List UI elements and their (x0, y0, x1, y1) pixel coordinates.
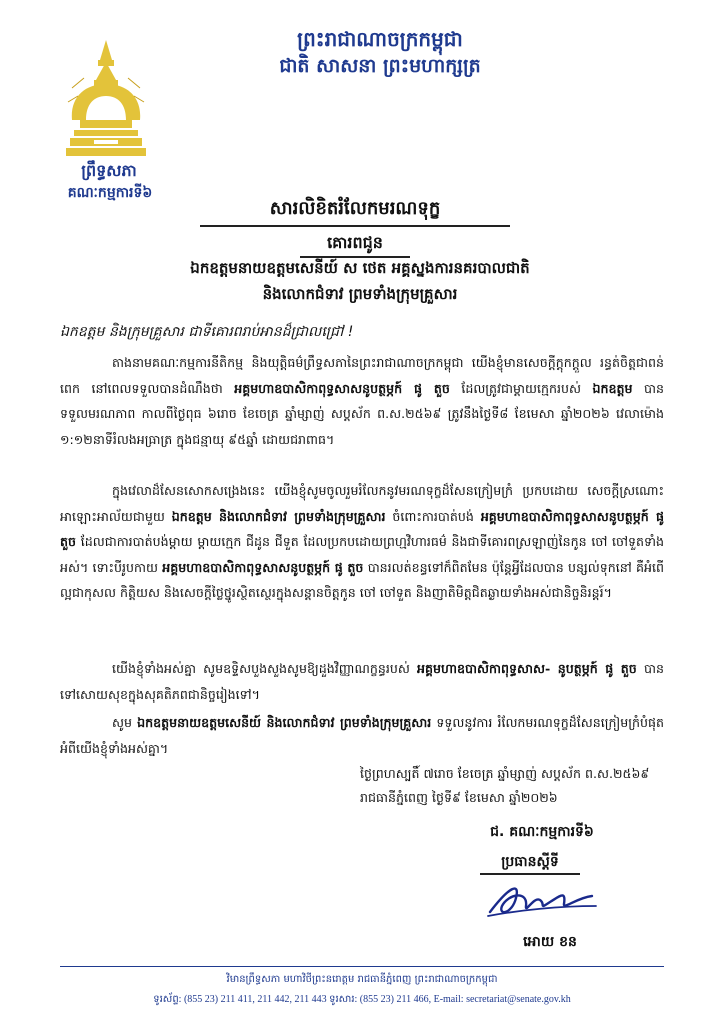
paragraph-3 (60, 656, 664, 707)
paragraph-text: ដែលត្រូវជាម្ដាយក្មេករបស់ (461, 380, 581, 396)
footer-contact: ទូរស័ព្ទ: (855 23) 211 411, 211 442, 211 443 ទូរសារ: (855 23) 211 466, E-mail: secretariat@senate.gov.kh (153, 994, 571, 1005)
recipient-honorific: ឯកឧត្តម (592, 380, 633, 396)
deceased-name: អគ្គមហាឧបាសិកាពុទ្ធសាសនូបត្ថម្ភក៍ ផូ តួច (234, 380, 450, 396)
signatory-committee: ជ. គណៈកម្មការទី៦ (490, 824, 594, 840)
deceased-name: អគ្គមហាឧបាសិកាពុទ្ធសាស- នូបត្ថម្ភក៍ ផូ តួច (417, 661, 637, 676)
paragraph-text: យើងខ្ញុំទាំងអស់គ្នា សូមឧទ្ទិសបួងសួងសូមឱ្យដួងវិញ្ញាណក្ខន្ធរបស់ (112, 661, 410, 676)
paragraph-text: បានទៅសោយសុខក្នុងសុគតិភពជានិច្ចរៀងទៅ។ (60, 661, 664, 702)
paragraph-2 (60, 478, 664, 606)
solar-date: រាជធានីភ្នំពេញ ថ្ងៃទី៩ ខែមេសា ឆ្នាំ២០២៦ (360, 790, 558, 805)
paragraph-4 (60, 710, 664, 761)
paragraph-text: បានរលត់ខន្ធទៅក៏ពិតមែន ប៉ុន្តែអ្វីដែលបាន បន្សល់ទុកនៅ គឺអំពើល្អជាកុសល កិត្តិយស និងសេចក្តីថ្លៃថ្នូរស្ថិតស្ថេរក្នុងសន្តានចិត្តកូន ចៅ ចៅទួត និងញាតិមិត្តជិតឆ្ងាយទាំងអស់ជានិច្ចនិរន្តរ៍។ (60, 559, 664, 601)
committee-name: គណៈកម្មការទី៦ (67, 185, 153, 201)
deceased-name: អគ្គមហាឧបាសិកាពុទ្ធសាសនូបត្ថម្ភក៍ ផូ តួច (162, 559, 364, 575)
senate-name: ព្រឹទ្ធសភា (81, 161, 137, 180)
handwritten-signature (480, 876, 600, 924)
paragraph-text: ទទួលនូវការ រំលែកមរណទុក្ខដ៏សែនក្រៀមក្រំបំផុតអំពីយើងខ្ញុំទាំងអស់គ្នា។ (60, 715, 664, 756)
document-title: សារលិខិតរំលែកមរណទុក្ខ (200, 196, 510, 227)
deceased-name: អគ្គមហាឧបាសិកាពុទ្ធសាសនូបត្ថម្ភក៍ ផូ តួច (60, 508, 664, 550)
recipient-family: ឯកឧត្តមនាយឧត្តមសេនីយ៍ និងលោកជំទាវ ព្រមទាំងក្រុមគ្រួសារ (137, 715, 432, 730)
paragraph-text: តាងនាមគណៈកម្មការនីតិកម្ម និងយុត្តិធម៌ព្រឹទ្ធសភានៃព្រះរាជាណាចក្រកម្ពុជា យើងខ្ញុំមានសេចក្តីក្តុកក្តួល រន្ធត់ចិត្តជាពន់ពេក នៅពេលទទួលបានដំណឹងថា (60, 355, 664, 396)
lunar-date: ថ្ងៃព្រហស្បតិ៍ ៧រោច ខែចេត្រ ឆ្នាំម្សាញ់ សប្តស័ក ព.ស.២៥៦៩ (360, 766, 650, 781)
paragraph-text: ដែលជាការបាត់បង់ម្ដាយ ម្ដាយក្មេក ជីដូន ជីទួត ដែលប្រកបដោយព្រហ្មវិហារធម៌ និងជាទីគោរពស្រឡាញ់នៃកូន ចៅ ចៅទួតទាំងអស់។ ទោះបីរូបកាយ (60, 534, 664, 575)
recipient-line-2: និងលោកជំទាវ ព្រមទាំងក្រុមគ្រួសារ (262, 285, 458, 303)
paragraph-1 (60, 350, 664, 452)
salutation: ឯកឧត្តម និងក្រុមគ្រួសារ ជាទីគោរពរាប់អានដ៏ជ្រាលជ្រៅ ! (60, 324, 354, 340)
recipient-family: ឯកឧត្តម និងលោកជំទាវ ព្រមទាំងក្រុមគ្រួសារ (171, 508, 386, 524)
paragraph-text: សូម (112, 715, 132, 730)
signatory-name: អោយ ខន (523, 934, 577, 950)
paragraph-text: ចំពោះការបាត់បង់ (392, 508, 474, 524)
recipient-line-1: ឯកឧត្តមនាយឧត្តមសេនីយ៍ ស ថេត អគ្គស្នងការនគរបាលជាតិ (190, 259, 530, 277)
footer-address: វិមានព្រឹទ្ធសភា មហាវិថីព្រះនរោត្តម រាជធានីភ្នំពេញ ព្រះរាជាណាចក្រកម្ពុជា (226, 974, 498, 985)
recipient-label: គោរពជូន (300, 232, 410, 258)
paragraph-text: បានទទួលមរណភាព កាលពីថ្ងៃពុធ ៦រោច ខែចេត្រ ឆ្នាំម្សាញ់ សប្តស័ក ព.ស.២៥៦៩ ត្រូវនឹងថ្ងៃទី៨ ខែមេសា ឆ្នាំ២០២៦ វេលាម៉ោង ១:១២នាទីរំលងអធ្រាត្រ ក្នុងជន្មាយុ ៩៥ឆ្នាំ ដោយជរាពាធ។ (60, 380, 664, 447)
national-motto: ជាតិ សាសនា ព្រះមហាក្សត្រ (279, 55, 481, 77)
footer-divider (60, 966, 664, 967)
signatory-title: ប្រធានស្តីទី (480, 852, 580, 875)
senate-emblem-icon (64, 38, 148, 162)
paragraph-text: ក្នុងវេលាដ៏សែនសោកសង្រេងនេះ យើងខ្ញុំសូមចូលរួមរំលែកនូវមរណទុក្ខដ៏សែនក្រៀមក្រំ ប្រកបដោយ សេចក្តីស្រណោះអាឡោះអាល័យជាមួយ (60, 483, 664, 524)
kingdom-heading: ព្រះរាជាណាចក្រកម្ពុជា (297, 27, 463, 51)
